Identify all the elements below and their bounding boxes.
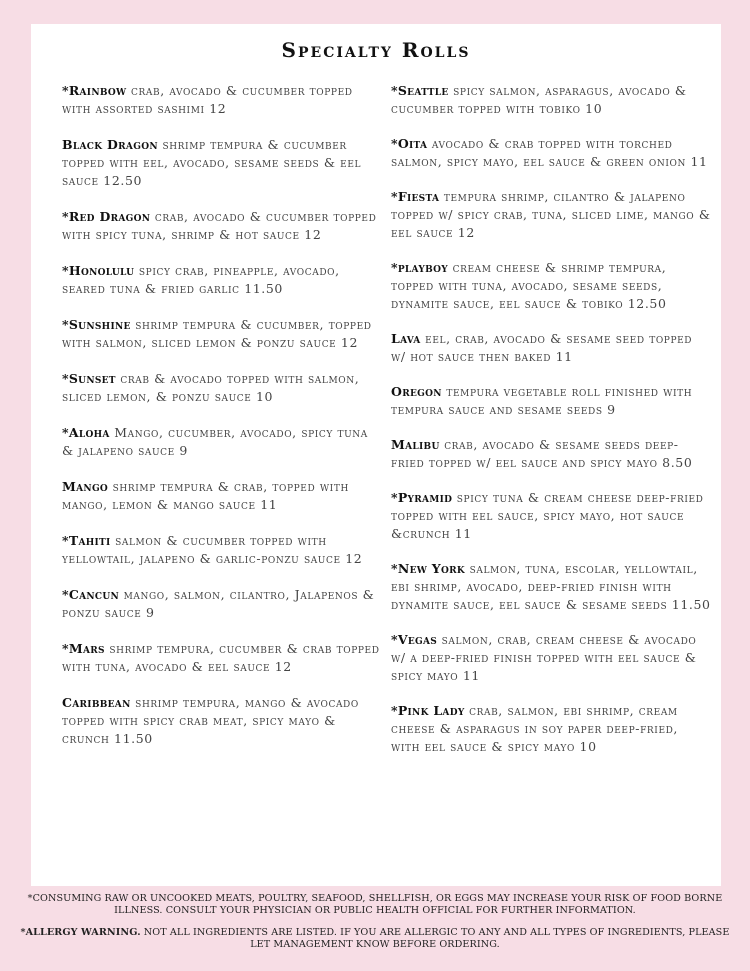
item-description: tempura shrimp, cilantro & jalapeno topped w/ spicy crab, tuna, sliced lime, mango & eel sauce 12 xyxy=(391,189,711,240)
item-name: Mango xyxy=(62,479,109,494)
menu-item xyxy=(62,262,380,298)
item-name: *Sunshine xyxy=(62,317,131,332)
item-name: *Seattle xyxy=(391,83,449,98)
menu-item xyxy=(62,424,380,460)
allergy-warning-text: NOT ALL INGREDIENTS ARE LISTED. IF YOU ARE ALLERGIC TO ANY AND ALL TYPES OF INGREDIENTS, PLEASE LET MANAGEMENT KNOW BEFORE ORDERING. xyxy=(140,927,730,950)
item-name: *Fiesta xyxy=(391,189,440,204)
item-description: shrimp tempura, mango & avocado topped with spicy crab meat, spicy mayo & crunch 11.50 xyxy=(62,695,359,746)
item-description: shrimp tempura & crab, topped with mango, lemon & mango sauce 11 xyxy=(62,479,349,512)
item-name: *Pink Lady xyxy=(391,703,465,718)
right-column xyxy=(391,82,711,756)
item-description: crab, avocado & cucumber topped with spicy tuna, shrimp & hot sauce 12 xyxy=(62,209,377,242)
item-name: *playboy xyxy=(391,260,449,275)
item-name: *Cancun xyxy=(62,587,120,602)
item-description: spicy salmon, asparagus, avocado & cucumber topped with tobiko 10 xyxy=(391,83,687,116)
item-name: *Vegas xyxy=(391,632,438,647)
menu-item xyxy=(391,82,711,118)
menu-item xyxy=(391,436,711,472)
item-name: *Pyramid xyxy=(391,490,453,505)
menu-item xyxy=(62,316,380,352)
item-name: *Sunset xyxy=(62,371,116,386)
item-name: Black Dragon xyxy=(62,137,158,152)
menu-item xyxy=(391,330,711,366)
menu-item xyxy=(391,702,711,756)
item-description: salmon, tuna, escolar, yellowtail, ebi shrimp, avocado, deep-fried finish with dynamite sauce, eel sauce & sesame seeds 11.50 xyxy=(391,561,711,612)
item-name: *Red Dragon xyxy=(62,209,151,224)
item-description: Mango, cucumber, avocado, spicy tuna & jalapeno sauce 9 xyxy=(62,425,368,458)
item-description: salmon & cucumber topped with yellowtail, jalapeno & garlic-ponzu sauce 12 xyxy=(62,533,363,566)
menu-item xyxy=(391,259,711,313)
item-name: *Rainbow xyxy=(62,83,127,98)
page-title: Specialty Rolls xyxy=(281,38,471,62)
item-description: crab, salmon, ebi shrimp, cream cheese & asparagus in soy paper deep-fried, with eel sauce & spicy mayo 10 xyxy=(391,703,679,754)
item-name: *New York xyxy=(391,561,466,576)
item-description: shrimp tempura & cucumber topped with eel, avocado, sesame seeds & eel sauce 12.50 xyxy=(62,137,362,188)
allergy-warning-label: *ALLERGY WARNING. xyxy=(20,927,141,938)
menu-item xyxy=(62,370,380,406)
item-description: mango, salmon, cilantro, Jalapenos & ponzu sauce 9 xyxy=(62,587,375,620)
menu-item xyxy=(62,208,380,244)
item-description: salmon, crab, cream cheese & avocado w/ a deep-fried finish topped with eel sauce & spicy mayo 11 xyxy=(391,632,697,683)
item-name: *Oita xyxy=(391,136,428,151)
menu-item xyxy=(391,489,711,543)
item-description: avocado & crab topped with torched salmon, spicy mayo, eel sauce & green onion 11 xyxy=(391,136,708,169)
menu-item xyxy=(62,82,380,118)
item-description: eel, crab, avocado & sesame seed topped w/ hot sauce then baked 11 xyxy=(391,331,693,364)
menu-item xyxy=(62,136,380,190)
item-name: *Aloha xyxy=(62,425,110,440)
item-description: crab, avocado & sesame seeds deep-fried topped w/ eel sauce and spicy mayo 8.50 xyxy=(391,437,693,470)
item-name: *Mars xyxy=(62,641,105,656)
item-description: cream cheese & shrimp tempura, topped with tuna, avocado, sesame seeds, dynamite sauce, eel sauce & tobiko 12.50 xyxy=(391,260,667,311)
item-name: *Tahiti xyxy=(62,533,111,548)
item-name: Malibu xyxy=(391,437,440,452)
consumption-warning: *CONSUMING RAW OR UNCOOKED MEATS, POULTRY, SEAFOOD, SHELLFISH, OR EGGS MAY INCREASE YOUR RISK OF FOOD BORNE ILLNESS. CONSULT YOUR PHYSICIAN OR PUBLIC HEALTH OFFICIAL FOR FURTHER INFORMATION. xyxy=(27,893,723,916)
item-description: tempura vegetable roll finished with tempura sauce and sesame seeds 9 xyxy=(391,384,693,417)
item-name: Caribbean xyxy=(62,695,131,710)
item-name: Lava xyxy=(391,331,421,346)
menu-item xyxy=(62,478,380,514)
item-description: shrimp tempura, cucumber & crab topped with tuna, avocado & eel sauce 12 xyxy=(62,641,380,674)
menu-item xyxy=(391,631,711,685)
item-description: spicy crab, pineapple, avocado, seared tuna & fried garlic 11.50 xyxy=(62,263,340,296)
item-description: crab & avocado topped with salmon, sliced lemon, & ponzu sauce 10 xyxy=(62,371,360,404)
menu-item xyxy=(391,188,711,242)
menu-item xyxy=(62,694,380,748)
menu-item xyxy=(62,640,380,676)
left-column xyxy=(62,82,380,748)
menu-item xyxy=(391,560,711,614)
item-description: spicy tuna & cream cheese deep-fried topped with eel sauce, spicy mayo, hot sauce &crunch 11 xyxy=(391,490,704,541)
menu-item xyxy=(391,383,711,419)
menu-page xyxy=(31,24,721,886)
item-name: *Honolulu xyxy=(62,263,135,278)
allergy-warning xyxy=(14,927,736,951)
item-description: crab, avocado & cucumber topped with assorted sashimi 12 xyxy=(62,83,353,116)
menu-item xyxy=(62,532,380,568)
menu-item xyxy=(62,586,380,622)
item-description: shrimp tempura & cucumber, topped with salmon, sliced lemon & ponzu sauce 12 xyxy=(62,317,372,350)
menu-item xyxy=(391,135,711,171)
item-name: Oregon xyxy=(391,384,442,399)
